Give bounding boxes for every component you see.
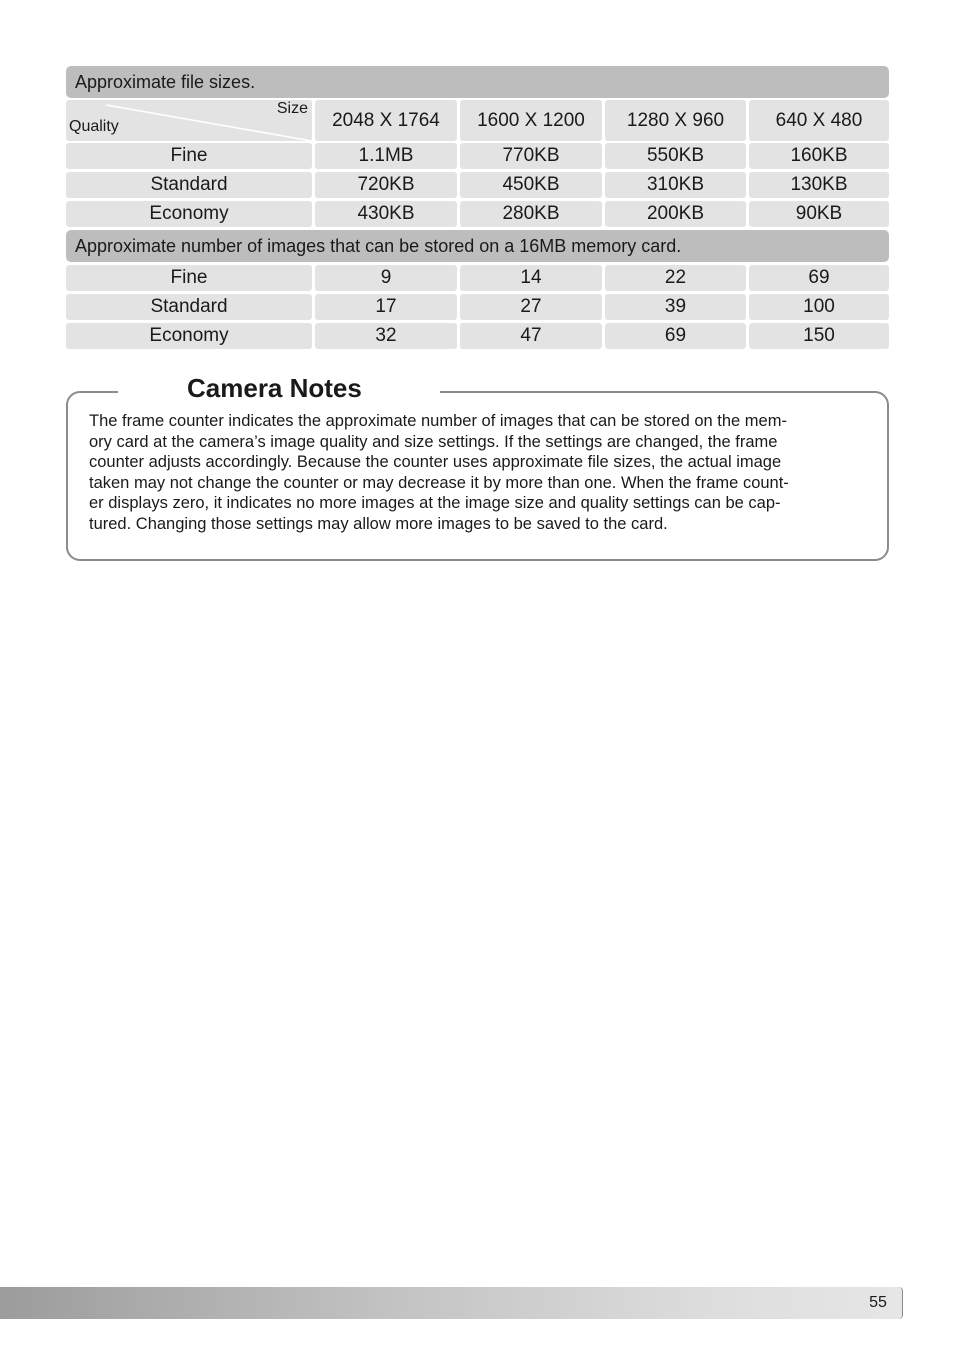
table-cell: 32 [315, 323, 457, 349]
image-count-caption [66, 230, 889, 262]
quality-cell: Fine [66, 265, 312, 291]
table-cell: 1.1MB [315, 143, 457, 169]
notes-line: er displays zero, it indicates no more images at the image size and quality settings can be cap- [89, 494, 781, 513]
table-cell: 39 [605, 294, 746, 320]
table-cell: 200KB [605, 201, 746, 227]
table-cell: 150 [749, 323, 889, 349]
notes-line: tured. Changing those settings may allow more images to be saved to the card. [89, 514, 668, 533]
table-cell: 100 [749, 294, 889, 320]
table-cell: 720KB [315, 172, 457, 198]
quality-cell: Fine [66, 143, 312, 169]
table-cell: 14 [460, 265, 602, 291]
camera-notes-title: Camera Notes [187, 373, 362, 403]
size-header-3: 640 X 480 [749, 100, 889, 141]
quality-cell: Standard [66, 172, 312, 198]
footer-bar [0, 1287, 903, 1319]
table-cell: 69 [605, 323, 746, 349]
size-header-0: 2048 X 1764 [315, 100, 457, 141]
table-cell: 22 [605, 265, 746, 291]
quality-cell: Standard [66, 294, 312, 320]
notes-line: taken may not change the counter or may decrease it by more than one. When the frame count- [89, 473, 789, 492]
camera-notes-body [89, 411, 869, 535]
footer-bar-edge [899, 1287, 903, 1319]
quality-cell: Economy [66, 323, 312, 349]
table-cell: 9 [315, 265, 457, 291]
size-label: Size [276, 100, 308, 117]
image-count-caption-text: Approximate number of images that can be stored on a 16MB memory card. [75, 236, 682, 256]
table-cell: 770KB [460, 143, 602, 169]
size-header-2: 1280 X 960 [605, 100, 746, 141]
notes-line: The frame counter indicates the approximate number of images that can be stored on the mem- [89, 412, 787, 430]
size-header-1: 1600 X 1200 [460, 100, 602, 141]
table-cell: 280KB [460, 201, 602, 227]
table-cell: 47 [460, 323, 602, 349]
table-cell: 430KB [315, 201, 457, 227]
table-cell: 69 [749, 265, 889, 291]
header-corner-cell [66, 100, 312, 141]
quality-cell: Economy [66, 201, 312, 227]
table-cell: 550KB [605, 143, 746, 169]
file-sizes-caption [66, 66, 889, 98]
notes-line: ory card at the camera’s image quality and size settings. If the settings are changed, the frame [89, 432, 778, 451]
notes-line: counter adjusts accordingly. Because the counter uses approximate file sizes, the actual image [89, 453, 782, 472]
file-sizes-caption-text: Approximate file sizes. [75, 72, 256, 92]
table-cell: 450KB [460, 172, 602, 198]
table-cell: 310KB [605, 172, 746, 198]
table-cell: 17 [315, 294, 457, 320]
table-cell: 27 [460, 294, 602, 320]
table-cell: 160KB [749, 143, 889, 169]
table-cell: 130KB [749, 172, 889, 198]
table-cell: 90KB [749, 201, 889, 227]
page-number: 55 [869, 1294, 887, 1311]
quality-label: Quality [69, 118, 119, 135]
